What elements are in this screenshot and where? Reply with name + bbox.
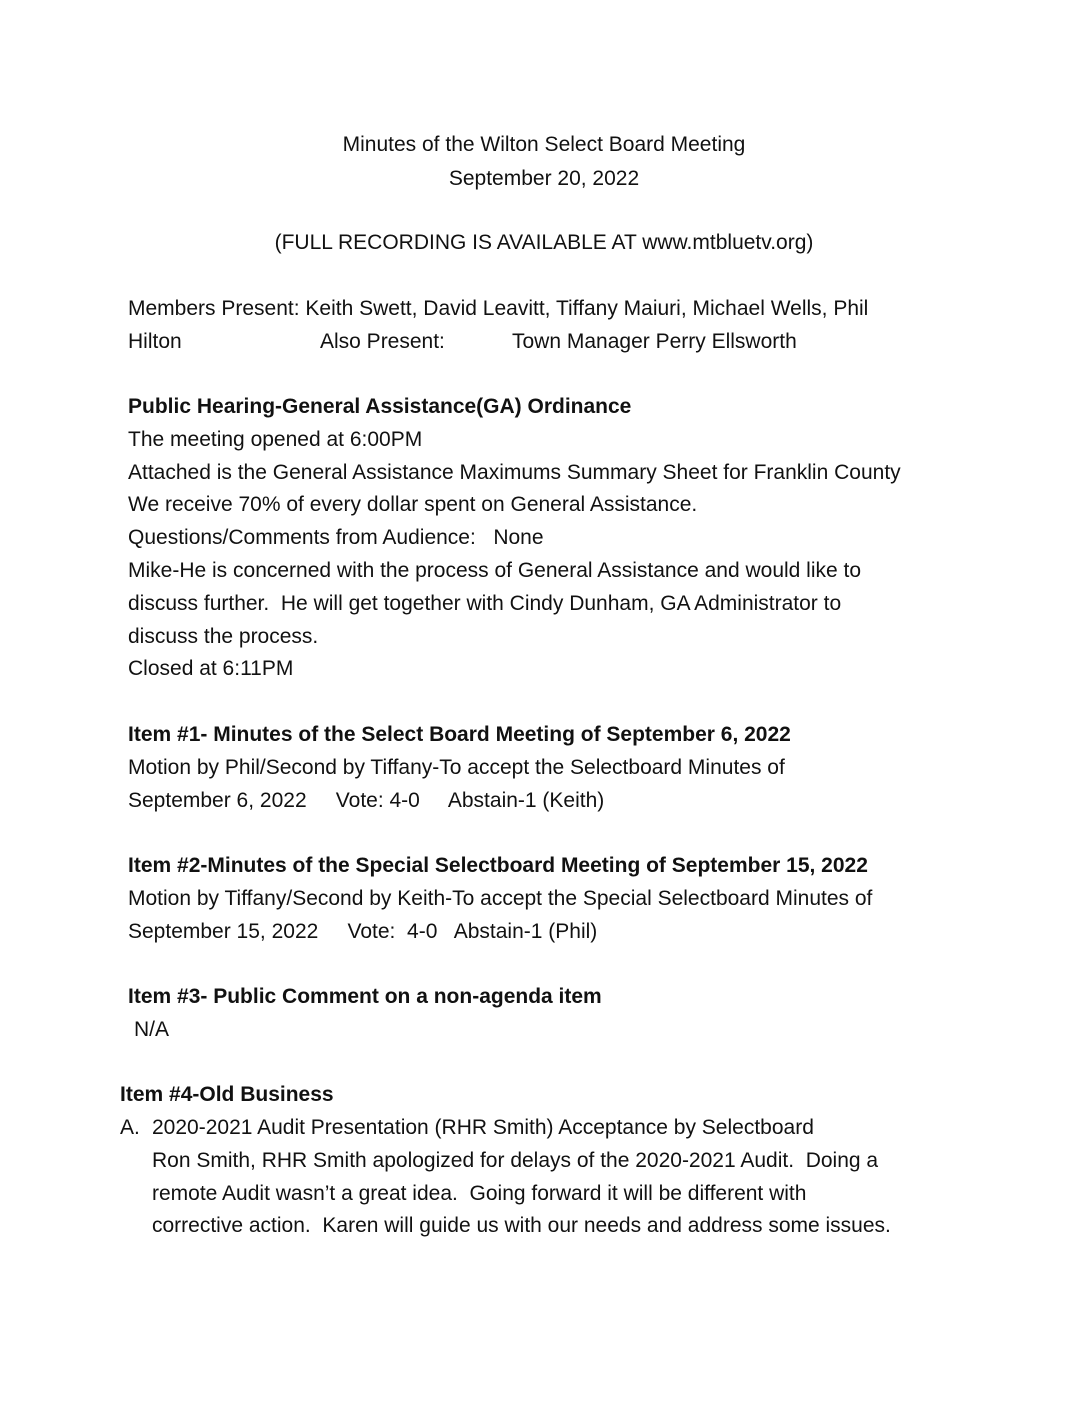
item1-line: September 6, 2022 Vote: 4-0 Abstain-1 (Keith) xyxy=(128,789,605,812)
public-hearing-line: discuss the process. xyxy=(128,625,319,648)
item4-sub-a-title: 2020-2021 Audit Presentation (RHR Smith) Acceptance by Selectboard xyxy=(152,1116,814,1139)
item4-sub-a-line: remote Audit wasn’t a great idea. Going forward it will be different with xyxy=(152,1182,807,1205)
item1-line: Motion by Phil/Second by Tiffany-To accept the Selectboard Minutes of xyxy=(128,756,785,779)
item4-sub-a-line: corrective action. Karen will guide us with our needs and address some issues. xyxy=(152,1214,891,1237)
also-present-label: Also Present: xyxy=(320,330,445,353)
item2-line: September 15, 2022 Vote: 4-0 Abstain-1 (Phil) xyxy=(128,920,598,943)
item2-heading: Item #2-Minutes of the Special Selectboard Meeting of September 15, 2022 xyxy=(128,854,868,877)
public-hearing-line: Mike-He is concerned with the process of General Assistance and would like to xyxy=(128,559,862,582)
item3-heading: Item #3- Public Comment on a non-agenda item xyxy=(128,985,602,1008)
item4-heading: Item #4-Old Business xyxy=(120,1083,334,1106)
public-hearing-line: Closed at 6:11PM xyxy=(128,657,294,680)
public-hearing-line: Attached is the General Assistance Maximums Summary Sheet for Franklin County xyxy=(128,461,901,484)
public-hearing-heading: Public Hearing-General Assistance(GA) Ordinance xyxy=(128,395,632,418)
item4-sub-a-line: Ron Smith, RHR Smith apologized for delays of the 2020-2021 Audit. Doing a xyxy=(152,1149,879,1172)
members-present-line: Members Present: Keith Swett, David Leavitt, Tiffany Maiuri, Michael Wells, Phil xyxy=(128,297,869,320)
public-hearing-line: discuss further. He will get together with Cindy Dunham, GA Administrator to xyxy=(128,592,842,615)
item2-line: Motion by Tiffany/Second by Keith-To accept the Special Selectboard Minutes of xyxy=(128,887,873,910)
public-hearing-line: We receive 70% of every dollar spent on General Assistance. xyxy=(128,493,698,516)
also-present-value: Town Manager Perry Ellsworth xyxy=(512,330,797,353)
meeting-date: September 20, 2022 xyxy=(448,167,640,190)
item3-body: N/A xyxy=(134,1018,170,1041)
recording-note: (FULL RECORDING IS AVAILABLE AT www.mtbluetv.org) xyxy=(274,231,814,254)
members-present-continued: Hilton xyxy=(128,330,182,353)
item1-heading: Item #1- Minutes of the Select Board Meeting of September 6, 2022 xyxy=(128,723,791,746)
public-hearing-line: Questions/Comments from Audience: None xyxy=(128,526,544,549)
document-title: Minutes of the Wilton Select Board Meeting xyxy=(342,133,746,156)
public-hearing-line: The meeting opened at 6:00PM xyxy=(128,428,423,451)
item4-sub-a-letter: A. xyxy=(120,1116,140,1139)
